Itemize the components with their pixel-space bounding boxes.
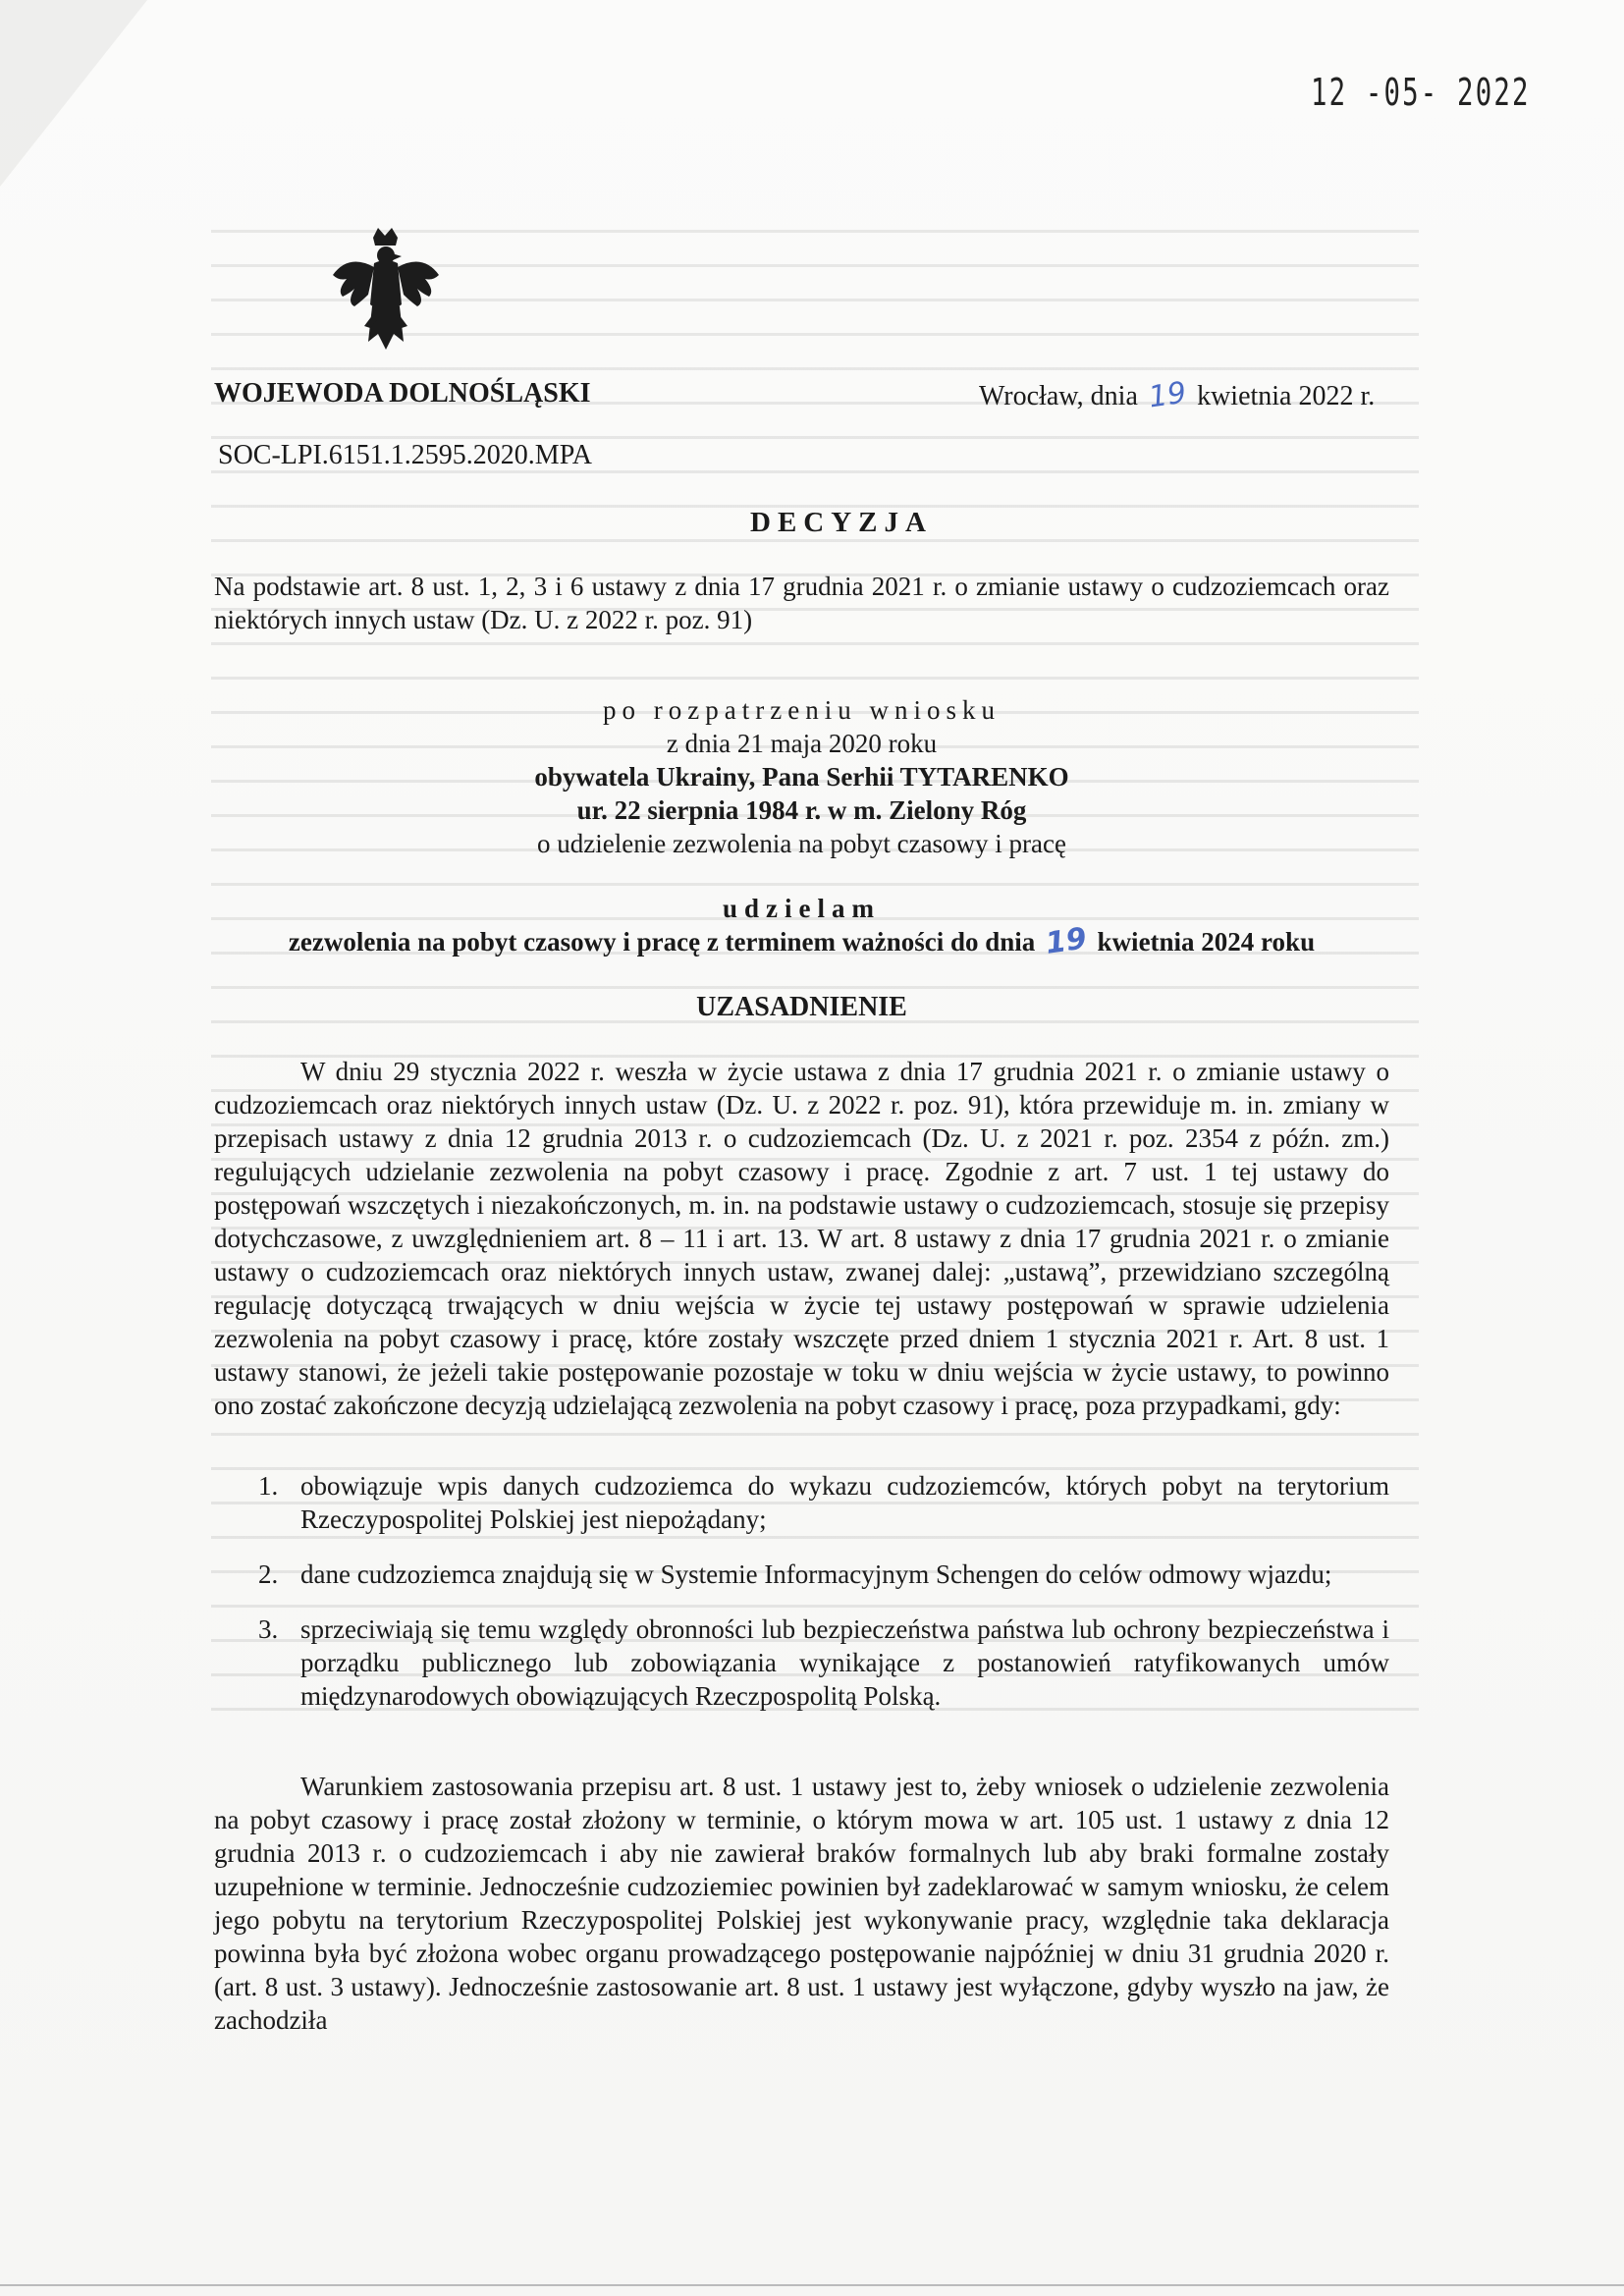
received-date-stamp: 12 -05- 2022 bbox=[1311, 71, 1531, 114]
issuer-name: WOJEWODA DOLNOŚLĄSKI bbox=[214, 378, 591, 409]
exclusions-list bbox=[214, 1469, 1389, 1713]
decision-title: DECYZJA bbox=[750, 507, 933, 538]
place-and-date bbox=[979, 375, 1376, 415]
polish-eagle-emblem-icon bbox=[329, 224, 442, 371]
page-corner-fold bbox=[0, 0, 147, 187]
justification-paragraph-2 bbox=[214, 1770, 1389, 2037]
place-date-suffix: kwietnia 2022 r. bbox=[1197, 381, 1376, 411]
list-item bbox=[214, 1613, 1389, 1713]
list-item bbox=[214, 1469, 1389, 1536]
justification-paragraph-1 bbox=[214, 1055, 1389, 1422]
grant-section bbox=[214, 892, 1389, 961]
paragraph-text: Warunkiem zastosowania przepisu art. 8 ust. 1 ustawy jest to, żeby wniosek o udzielenie zezwolenia na pobyt czasowy i pracę został złożony w terminie, o którym mowa w art. 105 ust. 1 ustawy z dnia 12 grudnia 2013 r. o cudzoziemcach i aby nie zawierał braków formalnych lub aby braki formalne zostały uzupełnione w terminie. Jednocześnie cudzoziemiec powinien był zadeklarować w samym wniosku, że celem jego pobytu na terytorium Rzeczypospolitej Polskiej jest wykonywanie pracy, względnie taka deklaracja powinna była być złożona wobec organu prowadzącego postępowanie najpóźniej w dniu 31 grudnia 2020 r. (art. 8 ust. 3 ustawy). Jednocześnie zastosowanie art. 8 ust. 1 ustawy jest wyłączone, gdyby wyszło na jaw, że zachodziła bbox=[214, 1772, 1389, 2035]
paragraph-text: W dniu 29 stycznia 2022 r. weszła w życie ustawa z dnia 17 grudnia 2021 r. o zmianie ustawy o cudzoziemcach oraz niektórych innych ustaw (Dz. U. z 2022 r. poz. 91), która przewiduje m. in. zmiany w przepisach ustawy z dnia 12 grudnia 2013 r. o cudzoziemcach (Dz. U. z 2021 r. poz. 2354 z późn. zm.) regulujących udzielanie zezwolenia na pobyt czasowy i pracę. Zgodnie z art. 7 ust. 1 tej ustawy do postępowań wszczętych i niezakończonych, m. in. na podstawie ustawy o cudzoziemcach, stosuje się przepisy dotychczasowe, z uwzględnieniem art. 8 – 11 i art. 13. W art. 8 ustawy z dnia 17 grudnia 2021 r. o zmianie ustawy o cudzoziemcach oraz niektórych innych ustaw, zwanej dalej: „ustawą”, przewidziano szczególną regulację dotyczącą trwających w dniu wejścia w życie tej ustawy postępowań w sprawie udzielenia zezwolenia na pobyt czasowy i pracę, które zostały wszczęte przed dniem 1 stycznia 2021 r. Art. 8 ust. 1 ustawy stanowi, że jeżeli takie postępowanie pozostaje w toku w dniu wejścia w życie ustawy, to powinno ono zostać zakończone decyzją udzielającą zezwolenia na pobyt czasowy i pracę, poza przypadkami, gdy: bbox=[214, 1057, 1389, 1420]
list-item-number: 2. bbox=[258, 1559, 279, 1589]
subject-line: o udzielenie zezwolenia na pobyt czasowy i pracę bbox=[537, 829, 1066, 858]
list-item-number: 3. bbox=[258, 1614, 279, 1644]
grant-label: udzielam bbox=[723, 894, 881, 923]
scan-bottom-edge bbox=[0, 2284, 1624, 2286]
justification-title: UZASADNIENIE bbox=[696, 992, 907, 1022]
application-date: z dnia 21 maja 2020 roku bbox=[666, 729, 938, 758]
reference-number: SOC-LPI.6151.1.2595.2020.MPA bbox=[218, 440, 592, 470]
list-item-number: 1. bbox=[258, 1471, 279, 1501]
review-section bbox=[214, 693, 1389, 860]
list-item bbox=[214, 1558, 1389, 1591]
place-date-prefix: Wrocław, dnia bbox=[979, 381, 1138, 411]
legal-basis: Na podstawie art. 8 ust. 1, 2, 3 i 6 ustawy z dnia 17 grudnia 2021 r. o zmianie ustawy o cudzoziemcach oraz niektórych innych ustaw (Dz. U. z 2022 r. poz. 91) bbox=[214, 572, 1389, 634]
grant-line bbox=[214, 921, 1389, 961]
list-item-text: dane cudzoziemca znajdują się w Systemie Informacyjnym Schengen do celów odmowy wjazdu; bbox=[300, 1559, 1332, 1589]
handwritten-day: 19 bbox=[1146, 375, 1189, 415]
list-item-text: sprzeciwiają się temu względy obronności lub bezpieczeństwa państwa lub ochrony bezpieczeństwa i porządku publicznego lub zobowiązania wynikające z postanowień ratyfikowanych umów międzynarodowych obowiązujących Rzeczpospolitą Polską. bbox=[300, 1614, 1389, 1711]
list-item-text: obowiązuje wpis danych cudzoziemca do wykazu cudzoziemców, których pobyt na terytorium Rzeczypospolitej Polskiej jest niepożądany; bbox=[300, 1471, 1389, 1534]
applicant-line: obywatela Ukrainy, Pana Serhii TYTARENKO bbox=[534, 762, 1069, 792]
handwritten-grant-day: 19 bbox=[1043, 921, 1089, 961]
grant-suffix: kwietnia 2024 roku bbox=[1097, 927, 1316, 957]
birth-line: ur. 22 sierpnia 1984 r. w m. Zielony Róg bbox=[576, 795, 1027, 825]
review-label: po rozpatrzeniu wniosku bbox=[603, 695, 1001, 725]
grant-prefix: zezwolenia na pobyt czasowy i pracę z terminem ważności do dnia bbox=[288, 927, 1036, 957]
